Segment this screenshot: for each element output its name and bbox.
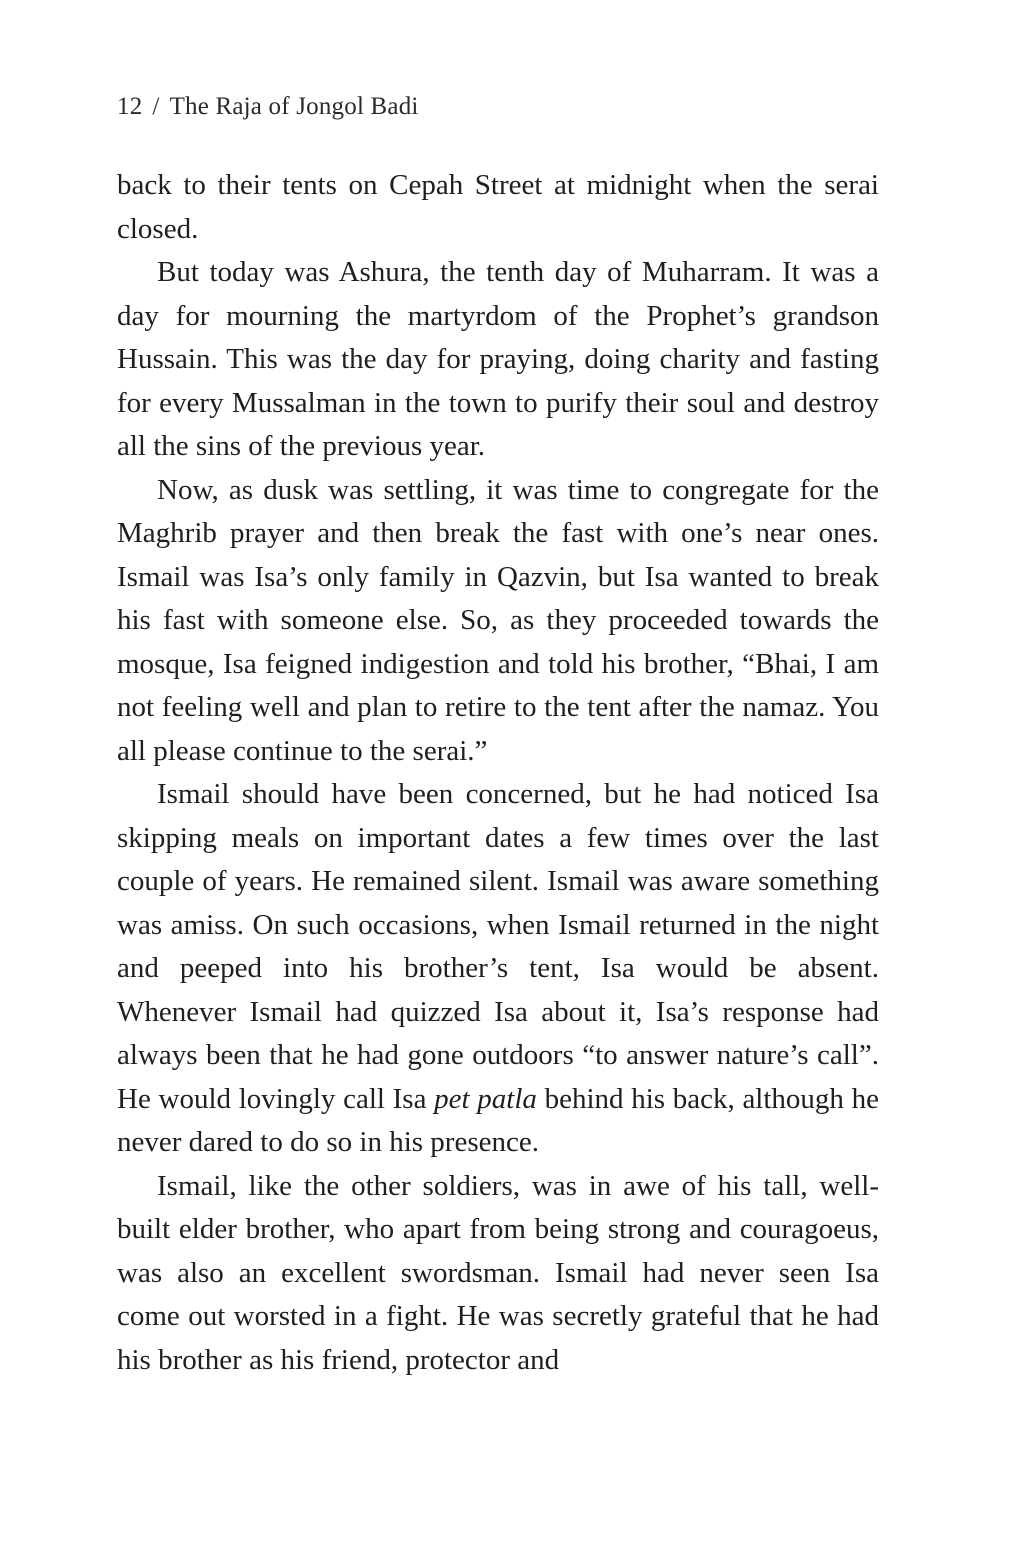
italic-phrase: pet patla <box>434 1082 537 1115</box>
paragraph-ismail-concerned <box>117 773 879 1165</box>
book-title: The Raja of Jongol Badi <box>169 93 419 120</box>
paragraph-ismail-awe: Ismail, like the other soldiers, was in awe of his tall, well-built elder brother, who apart from being strong and couragoeus, was also an excellent swordsman. Ismail had never seen Isa come out worsted in a fight. He was secretly grateful that he had his brother as his friend, protector and <box>117 1169 879 1376</box>
running-head <box>117 90 419 124</box>
running-head-separator: / <box>152 93 160 120</box>
paragraph-continued: back to their tents on Cepah Street at midnight when the serai closed. <box>117 169 879 245</box>
body-text <box>117 164 879 1382</box>
paragraph-text: behind his back, although he never dared to do so in his presence. <box>117 1082 879 1158</box>
paragraph-text: Ismail should have been concerned, but he had noticed Isa skipping meals on important dates a few times over the last couple of years. He remained silent. Ismail was aware something was amiss. On such occasions, when Ismail returned in the night and peeped into his brother’s tent, Isa would be absent. Whenever Ismail had quizzed Isa about it, Isa’s response had always been that he had gone outdoors “to answer nature’s call”. He would lovingly call Isa <box>117 778 879 1115</box>
paragraph-dusk: Now, as dusk was settling, it was time to congregate for the Maghrib prayer and then break the fast with one’s near ones. Ismail was Isa’s only family in Qazvin, but Isa wanted to break his fast with someone else. So, as they proceeded towards the mosque, Isa feigned indigestion and told his brother, “Bhai, I am not feeling well and plan to retire to the tent after the namaz. You all please continue to the serai.” <box>117 473 879 767</box>
paragraph-ashura: But today was Ashura, the tenth day of Muharram. It was a day for mourning the martyrdom of the Prophet’s grandson Hussain. This was the day for praying, doing charity and fasting for every Mussalman in the town to purify their soul and destroy all the sins of the previous year. <box>117 256 879 462</box>
page-number: 12 <box>117 93 143 120</box>
